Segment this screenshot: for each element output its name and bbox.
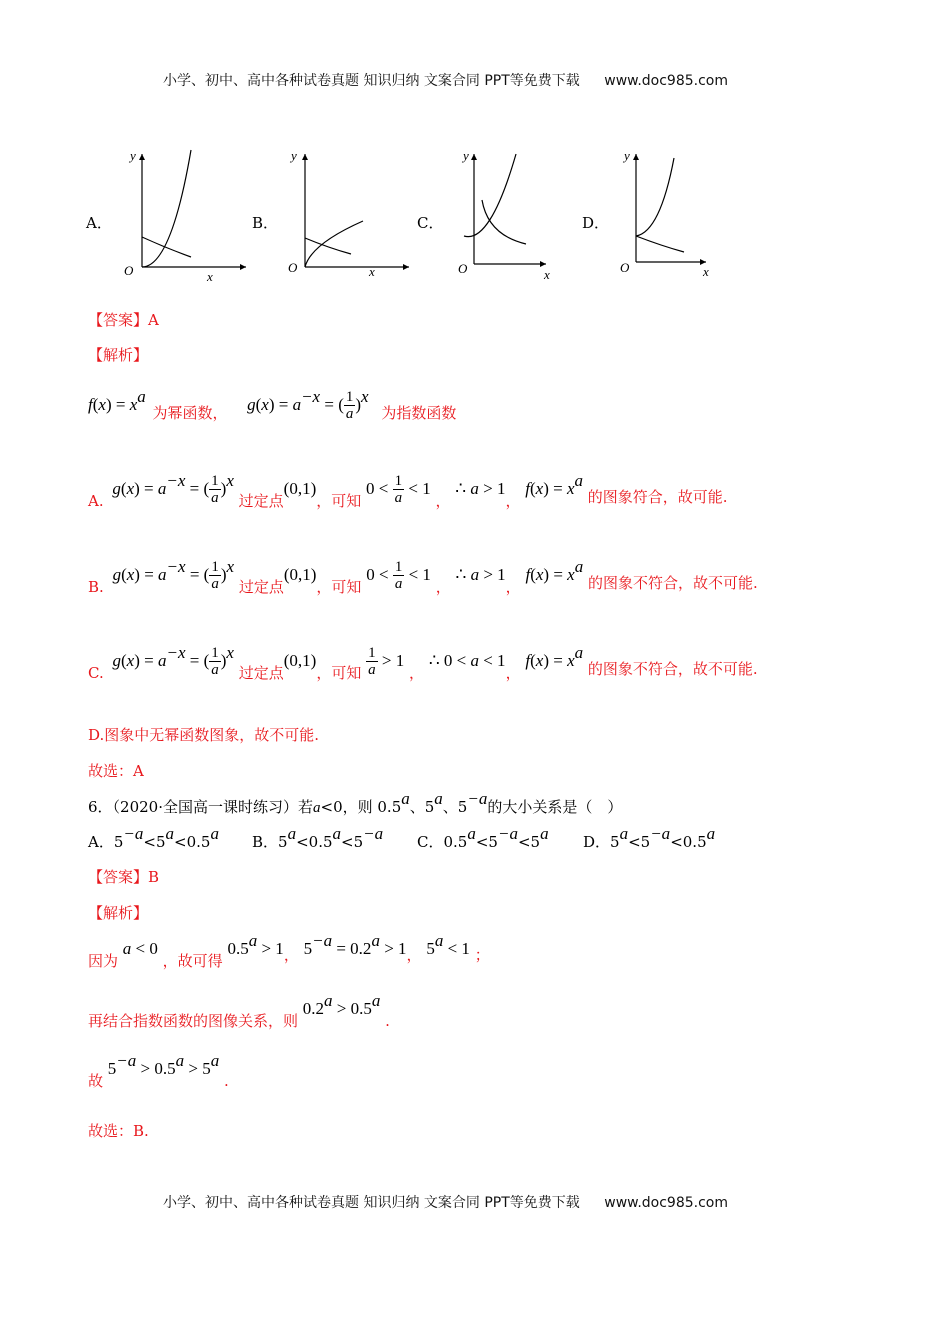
q6-answer-value: B (148, 868, 160, 886)
graph-a-label: A． (86, 214, 112, 232)
row-a-tail: 的图象符合，故可能. (587, 488, 728, 506)
graph-c-origin: O (458, 261, 468, 276)
row-b-tail: 的图象不符合，故不可能. (587, 574, 758, 592)
graph-options (86, 140, 726, 290)
q6-option-a-label: A． (88, 833, 114, 851)
graph-d-y: y (624, 148, 630, 163)
q6-option-a[interactable]: A．$5^{-a}<5^a<0.5^a$ (88, 824, 219, 851)
q6-source: （2020·全国高一课时练习）若 (112, 798, 313, 816)
q5-analysis-tag: 【解析】 (88, 346, 149, 364)
row-c-ke: ，可知 (316, 664, 362, 682)
row-a-prefix: A. (88, 492, 104, 510)
q5-answer-tag: 【答案】 (88, 311, 149, 329)
graph-a-x: x (207, 269, 213, 284)
row-b-sep: ， (435, 578, 451, 596)
header-site: www.doc985.com (604, 73, 728, 89)
row-a-sep: ， (435, 492, 451, 510)
graph-c-label: C． (417, 214, 444, 232)
q6-l1-c: ， (283, 946, 299, 964)
graph-d-label: D． (582, 214, 610, 232)
q6-option-d[interactable]: D．$5^a<5^{-a}<0.5^a$ (583, 824, 716, 851)
graph-b-y: y (291, 148, 297, 163)
graph-c (446, 140, 586, 285)
q5-answer (88, 309, 159, 330)
q6-l2-a: 再结合指数函数的图像关系，则 (88, 1012, 299, 1030)
q6-rest: 的大小关系是（ ） (487, 798, 623, 816)
graph-a-origin: O (124, 263, 134, 278)
graph-a (116, 140, 256, 285)
graph-d-x: x (703, 264, 709, 279)
q5-row-c: C. $g(x) = a^{-x}$ = ( $\frac{1}{a}$ )$^x$ 过定点(0,1)，可知 $\frac{1}{a}$ > 1 ， ∴ 0 < a < 1， $f(x) = x^a$ 的图象不符合，故不可能. (88, 643, 758, 682)
q6-lt0: <0，则 0.5 (320, 798, 402, 816)
q6-option-c-label: C． (417, 833, 444, 851)
graph-b-origin: O (288, 260, 298, 275)
q6-l1-e: ； (474, 946, 490, 964)
q5-exp-text: 为指数函数 (381, 404, 457, 422)
q6-answer-tag: 【答案】 (88, 868, 149, 886)
row-b-passes: 过定点 (238, 578, 284, 596)
q5-power-text: 为幂函数， (152, 404, 228, 422)
row-c-sep: ， (409, 664, 425, 682)
graph-b (279, 140, 419, 285)
footer-site: www.doc985.com (604, 1195, 728, 1211)
graph-c-y: y (463, 148, 469, 163)
row-c-sep2: ， (505, 664, 521, 682)
q6-num: 6． (88, 798, 113, 816)
footer-text: 小学、初中、高中各种试卷真题 知识归纳 文案合同 PPT等免费下载 (163, 1195, 580, 1211)
header-text: 小学、初中、高中各种试卷真题 知识归纳 文案合同 PPT等免费下载 (163, 73, 580, 89)
q6-analysis-line1: 因为 a < 0 ，故可得 0.5$^a$ > 1， $5^{-a} = 0.2^a > 1$， $5^a < 1$ ； (88, 931, 490, 970)
q6-l1-b: ，故可得 (162, 952, 223, 970)
q5-row-d: D.图象中无幂函数图象，故不可能. (88, 726, 320, 744)
q6-choose: 故选：B. (88, 1122, 149, 1140)
q5-choose: 故选：A (88, 762, 144, 780)
q6-l1-d: ， (406, 946, 422, 964)
q6-l1-a: 因为 (88, 952, 119, 970)
graph-d-origin: O (620, 260, 630, 275)
graph-d (610, 140, 750, 285)
graph-a-y: y (130, 148, 136, 163)
row-c-prefix: C. (88, 664, 104, 682)
row-b-sep2: ， (505, 578, 521, 596)
q6-analysis-tag: 【解析】 (88, 904, 149, 922)
page-header (163, 70, 728, 90)
graph-b-x: x (369, 264, 375, 279)
q6-l3-a: 故 (88, 1072, 104, 1090)
row-c-tail: 的图象不符合，故不可能. (587, 660, 758, 678)
row-a-ke: ，可知 (316, 492, 362, 510)
q6-l2-b: . (385, 1012, 390, 1030)
q6-analysis-line2: 再结合指数函数的图像关系，则 0.2$^a$ > 0.5$^a$ . (88, 991, 390, 1030)
q6-option-d-label: D． (583, 833, 611, 851)
row-b-ke: ，可知 (316, 578, 362, 596)
q6-stem: 6．（2020·全国高一课时练习）若a<0，则 0.5$^a$、5$^a$、$5^{-a}$的大小关系是（ ） (88, 789, 623, 816)
q5-analysis-line1: $f(x) = x^a$ 为幂函数， $g(x) = a^{-x}$ = ( $\frac{1}{a}$ )$^x$ 为指数函数 (88, 387, 457, 422)
row-a-passes: 过定点 (238, 492, 284, 510)
row-b-prefix: B. (88, 578, 104, 596)
q6-var: a (313, 800, 321, 816)
page-footer (163, 1192, 728, 1212)
q6-option-b[interactable]: B．$5^a<0.5^a<5^{-a}$ (252, 824, 384, 851)
row-a-sep2: ， (505, 492, 521, 510)
q6-analysis-line3: 故 $5^{-a} > 0.5^a > 5^a$ . (88, 1051, 229, 1090)
q5-answer-value: A (148, 311, 159, 329)
q5-row-a: A. $g(x) = a^{-x}$ = ( $\frac{1}{a}$ )$^x$ 过定点(0,1)，可知 0 < $\frac{1}{a}$ < 1 ， ∴ a > 1， $f(x) = x^a$ 的图象符合，故可能. (88, 471, 728, 510)
graph-c-x: x (544, 267, 550, 282)
row-c-passes: 过定点 (238, 664, 284, 682)
q6-l3-b: . (224, 1072, 229, 1090)
q5-row-b: B. $g(x) = a^{-x}$ = ( $\frac{1}{a}$ )$^x$ 过定点(0,1)，可知 0 < $\frac{1}{a}$ < 1 ， ∴ a > 1， $f(x) = x^a$ 的图象不符合，故不可能. (88, 557, 758, 596)
q6-option-c[interactable]: C．$0.5^a<5^{-a}<5^a$ (417, 824, 549, 851)
q6-option-b-label: B． (252, 833, 279, 851)
q6-answer (88, 866, 159, 887)
graph-b-label: B． (252, 214, 279, 232)
